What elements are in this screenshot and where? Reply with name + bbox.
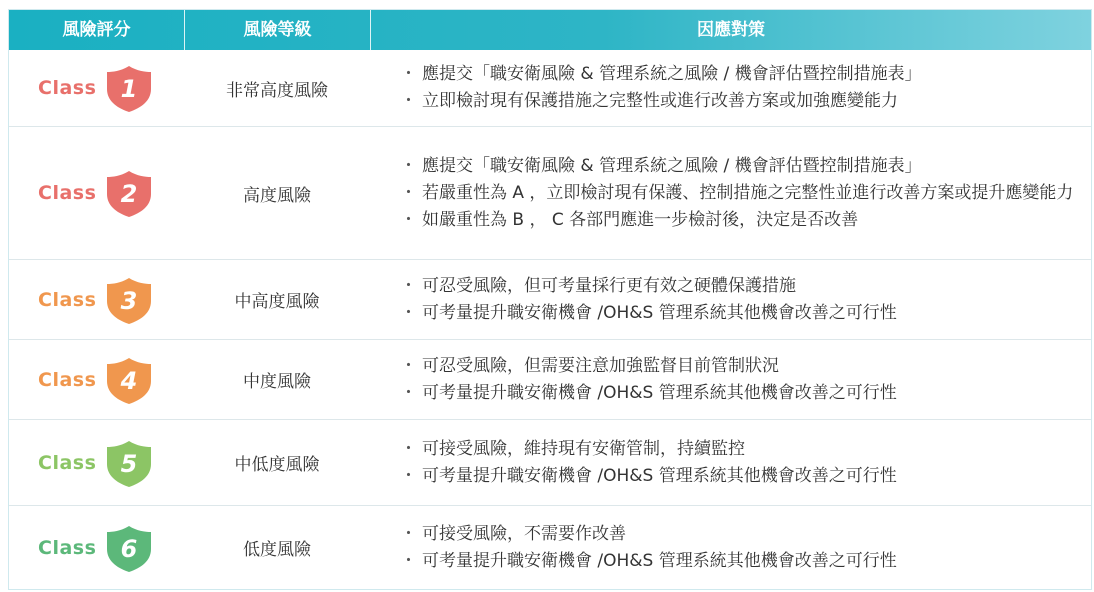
measures-list	[395, 420, 1085, 505]
shield-icon	[103, 168, 155, 218]
measure-text: 可忍受風險，但可考量採行更有效之硬體保護措施	[422, 275, 796, 296]
measure-text: 應提交「職安衛風險 & 管理系統之風險 / 機會評估暨控制措施表」	[422, 64, 922, 84]
measure-text: 應提交「職安衛風險 & 管理系統之風險 / 機會評估暨控制措施表」	[422, 155, 922, 176]
class-number: 4	[120, 366, 138, 395]
table-row	[9, 260, 1091, 340]
list-item: ・ 可接受風險，不需要作改善	[400, 523, 626, 544]
risk-level: 中低度風險	[234, 455, 320, 475]
measure-text: 可考量提升職安衛機會 /OH&S 管理系統其他機會改善之可行性	[422, 302, 897, 323]
shield-icon	[103, 355, 155, 405]
measures-list	[395, 127, 1085, 259]
measure-text: 可考量提升職安衛機會 /OH&S 管理系統其他機會改善之可行性	[422, 550, 897, 571]
class-cell	[9, 506, 184, 589]
class-number: 6	[120, 534, 138, 563]
measures-list	[395, 260, 1085, 339]
measures-list	[395, 506, 1085, 589]
class-number: 2	[120, 180, 138, 208]
class-label: Class	[38, 451, 97, 474]
header-countermeasures: 因應對策	[697, 20, 765, 40]
measure-text: 可考量提升職安衛機會 /OH&S 管理系統其他機會改善之可行性	[422, 465, 897, 486]
measures-list	[395, 50, 1085, 126]
risk-level: 高度風險	[243, 185, 311, 206]
list-item: ・ 可考量提升職安衛機會 /OH&S 管理系統其他機會改善之可行性	[400, 302, 897, 323]
table-row	[9, 50, 1091, 127]
measure-text: 可接受風險，不需要作改善	[422, 523, 626, 544]
table-row	[9, 127, 1091, 260]
table-row	[9, 506, 1091, 589]
class-label: Class	[38, 288, 97, 311]
shield-icon	[103, 275, 155, 325]
shield-icon	[103, 63, 155, 113]
measure-text: 可接受風險，維持現有安衛管制，持續監控	[422, 438, 745, 459]
class-cell	[9, 340, 184, 419]
list-item: ・ 可接受風險，維持現有安衛管制，持續監控	[400, 438, 745, 459]
table-header	[9, 10, 1091, 50]
risk-level: 非常高度風險	[226, 80, 328, 101]
list-item: ・ 如嚴重性為 B ， C 各部門應進一步檢討後，決定是否改善	[400, 209, 859, 230]
table-row	[9, 420, 1091, 506]
list-item: ・ 應提交「職安衛風險 & 管理系統之風險 / 機會評估暨控制措施表」	[400, 64, 922, 84]
class-number: 3	[120, 286, 138, 315]
class-number: 1	[120, 75, 138, 103]
table-row	[9, 340, 1091, 420]
class-cell	[9, 127, 184, 259]
measure-text: 如嚴重性為 B ， C 各部門應進一步檢討後，決定是否改善	[422, 209, 859, 230]
risk-level: 中度風險	[243, 372, 311, 392]
class-cell	[9, 260, 184, 339]
header-risk-score: 風險評分	[62, 20, 131, 40]
measure-text: 可考量提升職安衛機會 /OH&S 管理系統其他機會改善之可行性	[422, 382, 897, 403]
header-risk-level: 風險等級	[243, 20, 312, 40]
list-item: ・ 若嚴重性為 A ，立即檢討現有保護、控制措施之完整性並進行改善方案或提升應變能力	[400, 182, 1074, 203]
measures-list	[395, 340, 1085, 419]
class-cell	[9, 50, 184, 126]
measure-text: 立即檢討現有保護措施之完整性或進行改善方案或加強應變能力	[422, 91, 898, 111]
risk-level: 中高度風險	[234, 292, 320, 312]
class-label: Class	[38, 77, 97, 99]
shield-icon	[103, 438, 155, 488]
class-label: Class	[38, 368, 97, 391]
list-item: ・ 可忍受風險，但需要注意加強監督目前管制狀況	[400, 355, 779, 376]
list-item: ・ 立即檢討現有保護措施之完整性或進行改善方案或加強應變能力	[400, 91, 898, 111]
list-item: ・ 可考量提升職安衛機會 /OH&S 管理系統其他機會改善之可行性	[400, 465, 897, 486]
list-item: ・ 可考量提升職安衛機會 /OH&S 管理系統其他機會改善之可行性	[400, 550, 897, 571]
list-item: ・ 可忍受風險，但可考量採行更有效之硬體保護措施	[400, 275, 796, 296]
class-label: Class	[38, 536, 97, 559]
risk-level: 低度風險	[243, 540, 311, 560]
list-item: ・ 可考量提升職安衛機會 /OH&S 管理系統其他機會改善之可行性	[400, 382, 897, 403]
measure-text: 可忍受風險，但需要注意加強監督目前管制狀況	[422, 355, 779, 376]
measure-text: 若嚴重性為 A ，立即檢討現有保護、控制措施之完整性並進行改善方案或提升應變能力	[422, 182, 1074, 203]
class-number: 5	[120, 449, 138, 478]
class-cell	[9, 420, 184, 505]
risk-table	[8, 9, 1092, 590]
shield-icon	[103, 523, 155, 573]
class-label: Class	[38, 182, 97, 204]
list-item: ・ 應提交「職安衛風險 & 管理系統之風險 / 機會評估暨控制措施表」	[400, 155, 922, 176]
